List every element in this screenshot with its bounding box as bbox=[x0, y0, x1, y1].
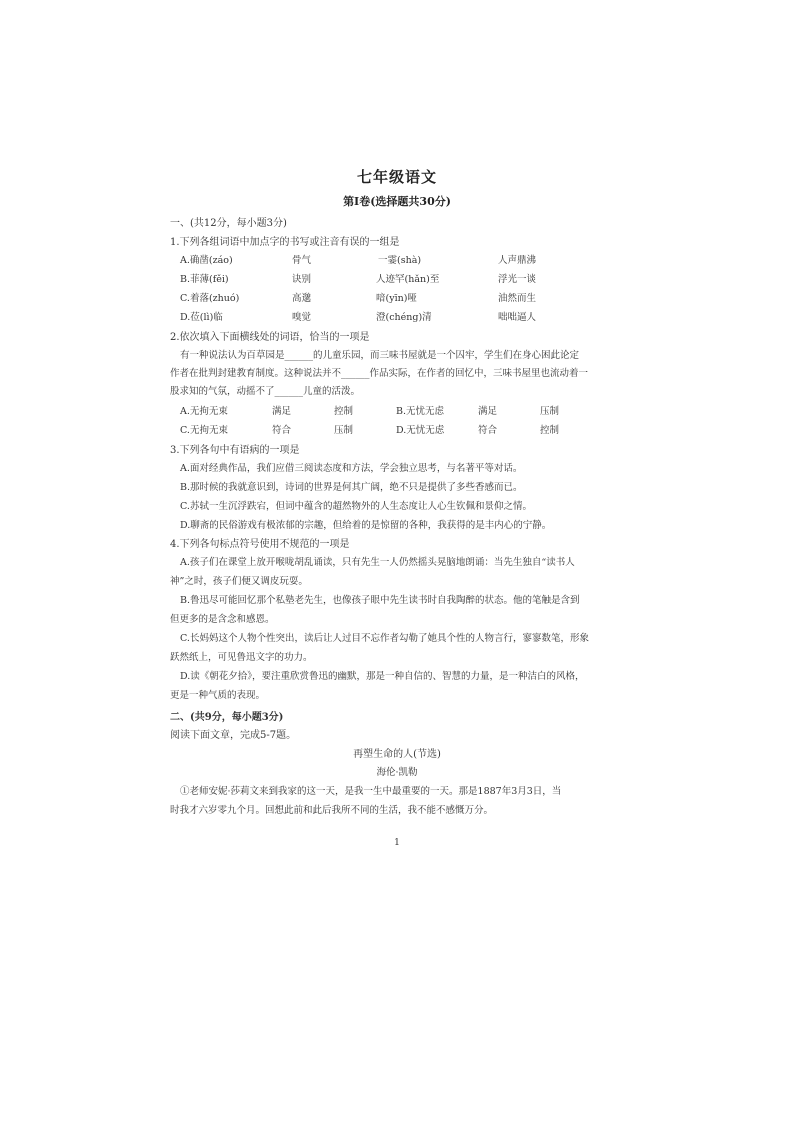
q1-d-2: 嗅觉 bbox=[292, 312, 312, 323]
q1-d-4: 咄咄逼人 bbox=[498, 312, 537, 323]
q1-d-3: 澄(chéng)清 bbox=[376, 312, 432, 323]
q2-b-2: 满足 bbox=[478, 406, 498, 417]
page-number: 1 bbox=[394, 838, 400, 848]
q1-a-2: 骨气 bbox=[292, 255, 312, 266]
q1-b-1: B.菲薄(fěi) bbox=[180, 274, 229, 285]
q2-c-2: 符合 bbox=[272, 425, 292, 436]
q4-option-b-line2: 但更多的是含念和感恩。 bbox=[170, 614, 275, 625]
q2-c-1: C.无拘无束 bbox=[180, 425, 228, 436]
exam-title: 七年级语文 bbox=[356, 168, 437, 186]
q2-a-1: A.无拘无束 bbox=[180, 406, 228, 417]
q2-b-1: B.无忧无虑 bbox=[396, 406, 445, 417]
q1-c-4: 油然而生 bbox=[498, 293, 537, 304]
q2-c-3: 压制 bbox=[334, 425, 354, 436]
article-title: 再塑生命的人(节选) bbox=[353, 749, 441, 760]
q2-a-2: 满足 bbox=[272, 406, 292, 417]
q1-d-1: D.莅(lì)临 bbox=[180, 312, 223, 323]
volume-heading: 第Ⅰ卷(选择题共30分) bbox=[343, 195, 451, 208]
section1-header: 一、(共12分，每小题3分) bbox=[170, 218, 287, 229]
q4-option-c-line1: C.长妈妈这个人物个性突出，读后让人过目不忘作者勾勒了她具个性的人物言行，寥寥数笔，形象 bbox=[180, 633, 589, 644]
q2-b-3: 压制 bbox=[540, 406, 560, 417]
q3-option-a: A.面对经典作品，我们应借三阅读态度和方法，学会独立思考，与名著平等对话。 bbox=[180, 463, 523, 474]
q1-b-4: 浮光一谈 bbox=[498, 274, 537, 285]
q3-stem: 3.下列各句中有语病的一项是 bbox=[170, 445, 300, 456]
q2-d-3: 控制 bbox=[540, 425, 560, 436]
q4-option-a-line2: 神”之时，孩子们便又调皮玩耍。 bbox=[170, 576, 308, 587]
q4-stem: 4.下列各句标点符号使用不规范的一项是 bbox=[170, 539, 350, 550]
q3-option-d: D.聊斋的民俗游戏有极浓郁的宗趣，但给着的是惊留的各种，我获得的是丰内心的宁静。 bbox=[180, 520, 552, 531]
article-paragraph-line: 时我才六岁零九个月。回想此前和此后我所不同的生活，我不能不感慨万分。 bbox=[170, 805, 494, 816]
q2-passage-line: 股求知的气氛，动摇不了______儿童的活泼。 bbox=[170, 386, 361, 397]
section2-header: 二、(共9分，每小题3分) bbox=[170, 712, 284, 723]
q1-a-4: 人声鼎沸 bbox=[498, 255, 537, 266]
q1-b-3: 人迹罕(hǎn)至 bbox=[376, 274, 440, 285]
q4-option-d-line2: 更是一种气质的表现。 bbox=[170, 690, 266, 701]
q4-option-a-line1: A.孩子们在课堂上放开喉咙胡乱诵读，只有先生一人仍然摇头晃脑地朗诵：当先生独自“读书人 bbox=[180, 557, 575, 568]
q1-b-2: 诀别 bbox=[292, 274, 312, 285]
q2-d-1: D.无忧无虑 bbox=[396, 425, 445, 436]
q1-stem: 1.下列各组词语中加点字的书写或注音有误的一组是 bbox=[170, 237, 400, 248]
q1-c-1: C.着落(zhuó) bbox=[180, 293, 240, 304]
article-author: 海伦·凯勒 bbox=[376, 767, 418, 778]
q2-stem: 2.依次填入下面横线处的词语，恰当的一项是 bbox=[170, 332, 370, 343]
q1-a-1: A.确凿(záo) bbox=[180, 255, 233, 266]
article-paragraph-line: ①老师安妮·莎莉文来到我家的这一天，是我一生中最重要的一天。那是1887年3月3日，当 bbox=[180, 786, 562, 797]
q2-passage-line: 作者在批判封建教育制度。这种说法并不______作品实际，在作者的回忆中，三味书屋里也流动着一 bbox=[170, 368, 589, 379]
q4-option-d-line1: D.读《朝花夕拾》，要注重欣赏鲁迅的幽默，那是一种自信的、智慧的力量，是一种洁白的风格， bbox=[180, 671, 585, 682]
q4-option-c-line2: 跃然纸上，可见鲁迅文字的功力。 bbox=[170, 652, 313, 663]
q2-d-2: 符合 bbox=[478, 425, 498, 436]
q2-a-3: 控制 bbox=[334, 406, 354, 417]
q1-c-2: 高邈 bbox=[292, 293, 312, 304]
q3-option-c: C.苏轼一生沉浮跌宕，但词中蕴含的超然物外的人生态度让人心生钦佩和景仰之情。 bbox=[180, 501, 532, 512]
q1-a-3: 一霎(shà) bbox=[378, 255, 422, 266]
q1-c-3: 喑(yīn)哑 bbox=[376, 293, 417, 304]
q4-option-b-line1: B.鲁迅尽可能回忆那个私塾老先生，也像孩子眼中先生读书时自我陶醉的状态。他的笔触是含到 bbox=[180, 595, 580, 606]
section2-instruction: 阅读下面文章，完成5-7题。 bbox=[170, 730, 297, 741]
q2-passage-line: 有一种说法认为百草园是______的儿童乐园，而三味书屋就是一个囚牢，学生们在身心困此论定 bbox=[180, 350, 580, 361]
q3-option-b: B.那时候的我就意识到，诗词的世界是何其广阔，绝不只是提供了多些香感而已。 bbox=[180, 482, 523, 493]
